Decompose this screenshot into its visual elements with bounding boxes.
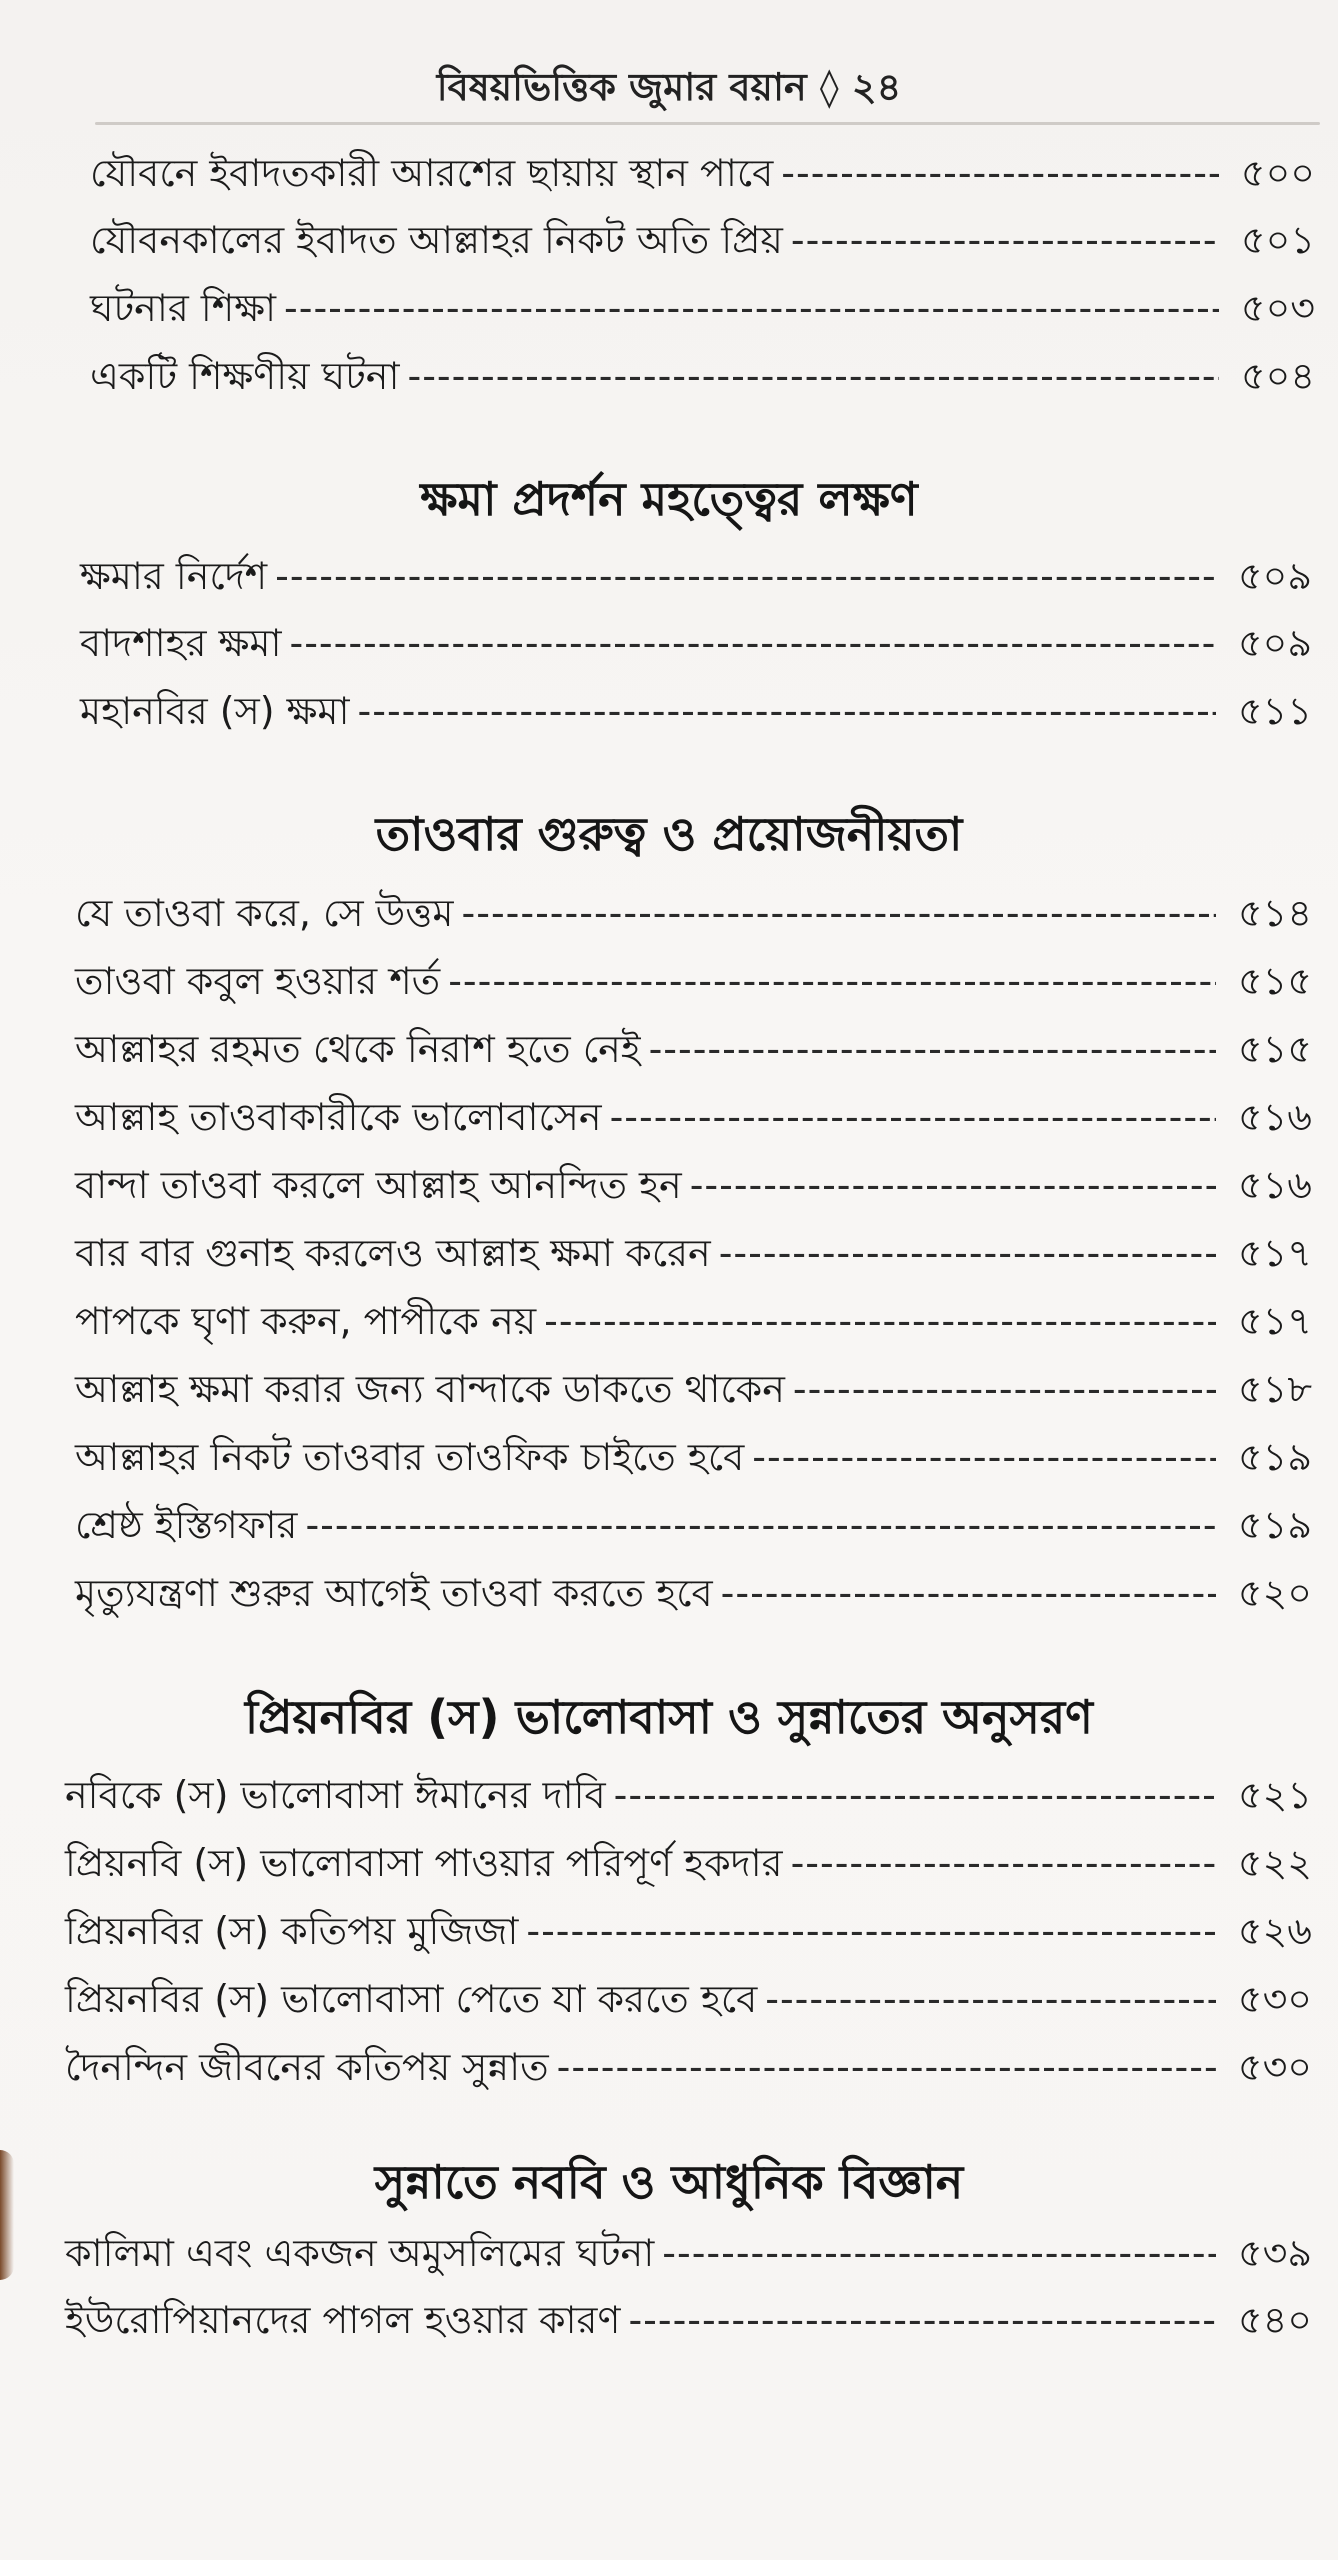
running-head: বিষয়ভিত্তিক জুমার বয়ান ◊ ২৪ xyxy=(436,65,902,109)
toc-entry-label: বান্দা তাওবা করলে আল্লাহ আনন্দিত হন xyxy=(75,1163,682,1207)
toc-entry-label: প্রিয়নবি (স) ভালোবাসা পাওয়ার পরিপূর্ণ হকদার xyxy=(65,1841,783,1885)
toc-entry-label: শ্রেষ্ঠ ইস্তিগফার xyxy=(75,1503,298,1547)
toc-entry xyxy=(65,1767,1312,1823)
toc-entry xyxy=(90,280,1315,336)
section-title: সুন্নাতে নববি ও আধুনিক বিজ্ঞান xyxy=(374,2155,964,2209)
toc-entry xyxy=(75,1293,1312,1349)
dot-leader xyxy=(462,885,1216,941)
toc-entry xyxy=(75,1565,1312,1621)
toc-entry-page: ৫৩০ xyxy=(1237,2045,1312,2089)
dot-leader xyxy=(275,548,1216,604)
toc-entry xyxy=(75,1225,1312,1281)
dot-leader xyxy=(793,1361,1216,1417)
section-title: ক্ষমা প্রদর্শন মহত্ত্বের লক্ষণ xyxy=(420,472,918,526)
toc-entry-page: ৫১৭ xyxy=(1237,1299,1312,1343)
page-edge-shadow xyxy=(0,2150,14,2280)
dot-leader xyxy=(305,1497,1216,1553)
toc-entry xyxy=(80,683,1312,739)
toc-entry-label: যে তাওবা করে, সে উত্তম xyxy=(75,891,454,935)
toc-entry-page: ৫০০ xyxy=(1240,151,1315,195)
toc-entry-label: বার বার গুনাহ করলেও আল্লাহ ক্ষমা করেন xyxy=(75,1231,711,1275)
toc-entry-page: ৫০৯ xyxy=(1237,554,1312,598)
toc-entry-label: নবিকে (স) ভালোবাসা ঈমানের দাবি xyxy=(65,1773,606,1817)
toc-entry-label: কালিমা এবং একজন অমুসলিমের ঘটনা xyxy=(65,2231,655,2275)
toc-entry-label: পাপকে ঘৃণা করুন, পাপীকে নয় xyxy=(75,1299,537,1343)
toc-entry xyxy=(65,1903,1312,1959)
toc-entry-page: ৫১৯ xyxy=(1238,1435,1312,1479)
toc-entry-page: ৫০৩ xyxy=(1240,286,1315,330)
toc-entry-label: মহানবির (স) ক্ষমা xyxy=(80,689,350,733)
toc-entry xyxy=(90,348,1315,404)
dot-leader xyxy=(662,2225,1216,2281)
toc-entry xyxy=(75,1429,1312,1485)
toc-entry-page: ৫১৯ xyxy=(1238,1503,1312,1547)
toc-entry-page: ৫৪০ xyxy=(1237,2298,1312,2342)
dot-leader xyxy=(649,1021,1216,1077)
toc-entry-page: ৫০৪ xyxy=(1240,354,1315,398)
toc-entry xyxy=(75,1089,1312,1145)
toc-entry-page: ৫১৬ xyxy=(1237,1163,1312,1207)
toc-entry xyxy=(65,1835,1312,1891)
toc-entry xyxy=(65,2225,1312,2281)
toc-entry-page: ৫১৭ xyxy=(1237,1231,1312,1275)
toc-entry xyxy=(90,212,1315,268)
toc-entry xyxy=(75,1361,1312,1417)
toc-entry-label: যৌবনকালের ইবাদত আল্লাহর নিকট অতি প্রিয় xyxy=(90,218,783,262)
toc-entry-page: ৫১৬ xyxy=(1237,1095,1312,1139)
dot-leader xyxy=(628,2292,1216,2348)
dot-leader xyxy=(752,1429,1216,1485)
dot-leader xyxy=(407,348,1219,404)
section-title: তাওবার গুরুত্ব ও প্রয়োজনীয়তা xyxy=(375,807,963,861)
toc-entry-page: ৫১৮ xyxy=(1238,1367,1312,1411)
toc-entry xyxy=(75,885,1312,941)
toc-entry-label: আল্লাহ তাওবাকারীকে ভালোবাসেন xyxy=(75,1095,602,1139)
toc-entry-label: একটি শিক্ষণীয় ঘটনা xyxy=(90,354,400,398)
toc-entry-label: মৃত্যুযন্ত্রণা শুরুর আগেই তাওবা করতে হবে xyxy=(75,1571,713,1615)
toc-entry-label: দৈনন্দিন জীবনের কতিপয় সুন্নাত xyxy=(65,2045,549,2089)
toc-entry-label: তাওবা কবুল হওয়ার শর্ত xyxy=(75,959,441,1003)
toc-entry-label: আল্লাহর নিকট তাওবার তাওফিক চাইতে হবে xyxy=(75,1435,745,1479)
toc-entry xyxy=(75,1021,1312,1077)
toc-entry-page: ৫০১ xyxy=(1240,218,1315,262)
toc-entry xyxy=(65,2292,1312,2348)
toc-entry xyxy=(75,1497,1312,1553)
toc-entry-page: ৫৩৯ xyxy=(1237,2231,1312,2275)
toc-entry-page: ৫১৫ xyxy=(1238,959,1312,1003)
toc-entry xyxy=(90,145,1315,201)
dot-leader xyxy=(290,615,1217,671)
toc-entry-page: ৫১১ xyxy=(1238,689,1312,733)
dot-leader xyxy=(719,1225,1216,1281)
dot-leader xyxy=(448,953,1216,1009)
toc-entry-page: ৫২২ xyxy=(1237,1841,1312,1885)
toc-entry-label: যৌবনে ইবাদতকারী আরশের ছায়ায় স্থান পাবে xyxy=(90,151,774,195)
toc-entry xyxy=(65,2039,1312,2095)
dot-leader xyxy=(610,1089,1216,1145)
dot-leader xyxy=(781,145,1219,201)
toc-entry-label: ঘটনার শিক্ষা xyxy=(90,286,277,330)
toc-entry xyxy=(65,1971,1312,2027)
toc-entry-page: ৫৩০ xyxy=(1237,1977,1312,2021)
toc-entry xyxy=(75,1157,1312,1213)
dot-leader xyxy=(791,1835,1216,1891)
toc-entry-label: আল্লাহ ক্ষমা করার জন্য বান্দাকে ডাকতে থাকেন xyxy=(75,1367,785,1411)
toc-entry-page: ৫২৬ xyxy=(1237,1909,1312,1953)
toc-entry-page: ৫১৪ xyxy=(1238,891,1312,935)
toc-entry-page: ৫০৯ xyxy=(1237,621,1312,665)
dot-leader xyxy=(284,280,1219,336)
toc-entry xyxy=(80,548,1312,604)
toc-entry-label: ইউরোপিয়ানদের পাগল হওয়ার কারণ xyxy=(65,2298,621,2342)
toc-entry-label: প্রিয়নবির (স) ভালোবাসা পেতে যা করতে হবে xyxy=(65,1977,758,2021)
dot-leader xyxy=(765,1971,1216,2027)
toc-entry xyxy=(80,615,1312,671)
dot-leader xyxy=(358,683,1216,739)
dot-leader xyxy=(614,1767,1216,1823)
dot-leader xyxy=(544,1293,1216,1349)
toc-entry-label: বাদশাহর ক্ষমা xyxy=(80,621,282,665)
dot-leader xyxy=(791,212,1219,268)
dot-leader xyxy=(557,2039,1216,2095)
toc-entry-label: আল্লাহর রহমত থেকে নিরাশ হতে নেই xyxy=(75,1027,641,1071)
dot-leader xyxy=(721,1565,1216,1621)
toc-entry-page: ৫২০ xyxy=(1237,1571,1312,1615)
toc-entry-label: ক্ষমার নির্দেশ xyxy=(80,554,268,598)
section-title: প্রিয়নবির (স) ভালোবাসা ও সুন্নাতের অনুসরণ xyxy=(245,1690,1093,1744)
toc-entry xyxy=(75,953,1312,1009)
header-rule xyxy=(95,122,1320,125)
dot-leader xyxy=(526,1903,1216,1959)
dot-leader xyxy=(690,1157,1216,1213)
toc-entry-page: ৫২১ xyxy=(1237,1773,1312,1817)
toc-entry-page: ৫১৫ xyxy=(1238,1027,1312,1071)
toc-entry-label: প্রিয়নবির (স) কতিপয় মুজিজা xyxy=(65,1909,519,1953)
